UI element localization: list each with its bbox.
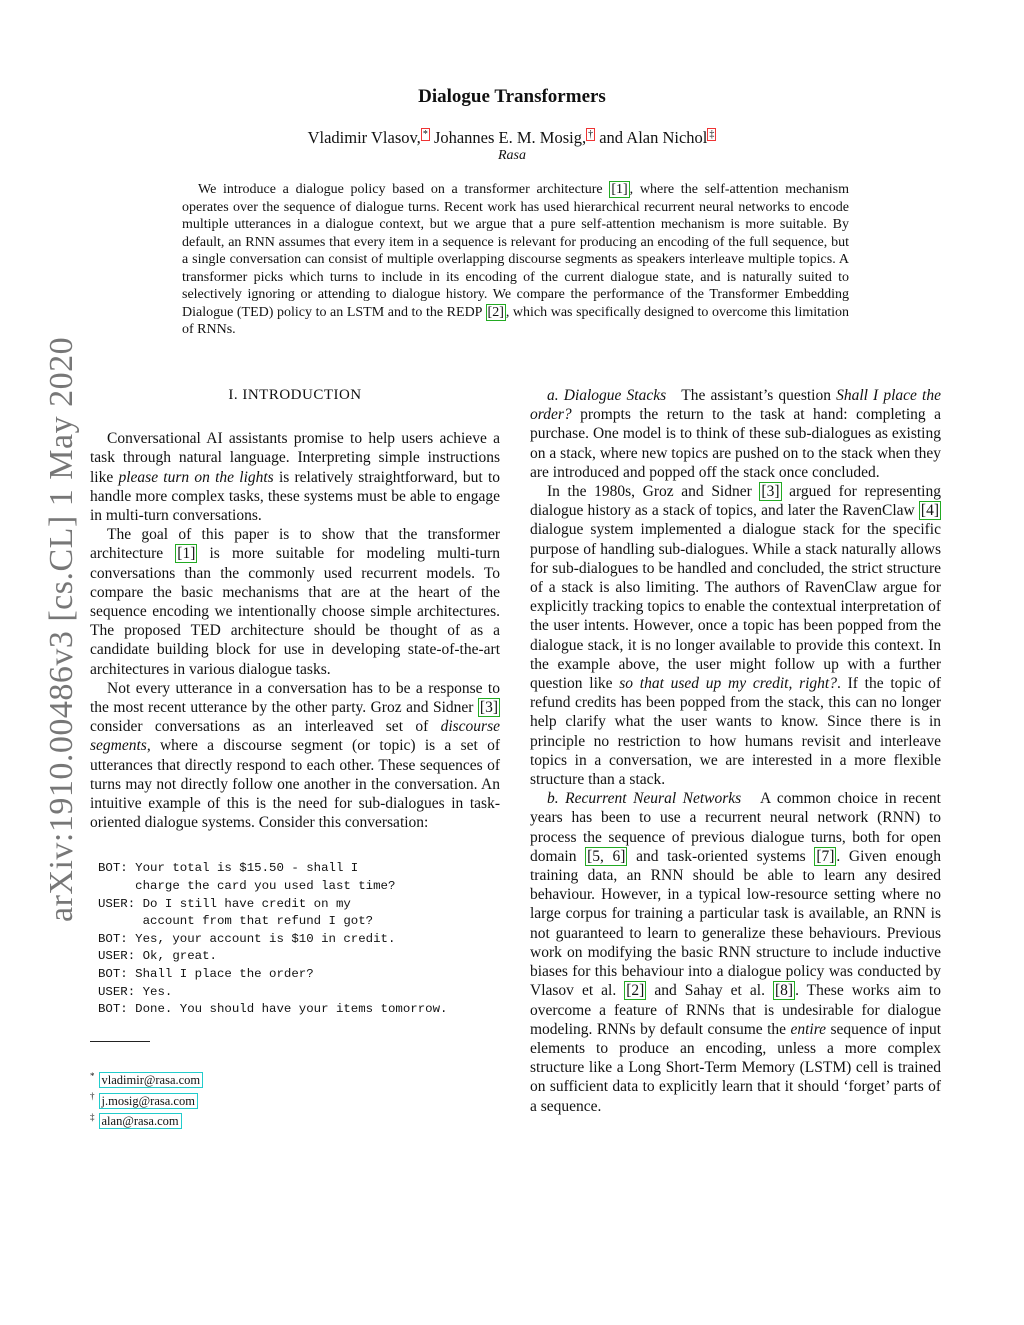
paragraph-title: a. Dialogue Stacks (547, 387, 667, 404)
paragraph: a. Dialogue Stacks The assistant’s question Shall I place the order? prompts the return to the task at hand: completing a purchase. One model is to think of these sub-dialogues as existing on a stack, where new topics are pushed on to the stack when they are introduced and popped off the stack once concluded. (530, 387, 941, 481)
citation-link[interactable]: [2] (487, 304, 504, 320)
footnote-divider (90, 1041, 150, 1042)
paragraph: The goal of this paper is to show that the transformer architecture [1] is more suitable for modeling multi-turn conversations than the commonly used recurrent models. To compare the basic mechanisms that are at the heart of the sequence encoding we intentionally choose simple architectures. The proposed TED architecture should be thought of as a candidate building block for use in developing state-of-the-art architectures in various dialogue tasks. (90, 526, 501, 678)
section-heading: I. INTRODUCTION (228, 387, 362, 403)
email-link[interactable]: vladimir@rasa.com (99, 1072, 204, 1088)
footnote: † j.mosig@rasa.com (90, 1088, 500, 1109)
email-link[interactable]: alan@rasa.com (99, 1113, 182, 1129)
citation-link[interactable]: [7] (816, 847, 835, 865)
paragraph: Conversational AI assistants promise to help users achieve a task through natural language. Interpreting simple instructions like please turn on the lights is relatively straightforward, but to handle more complex tasks, these systems must be able to engage in multi-turn conversations. (90, 430, 501, 525)
abstract (182, 181, 849, 339)
author-footnote-link[interactable]: ‡ (709, 128, 715, 140)
author-name: Vladimir Vlasov, (307, 128, 421, 147)
right-column (530, 386, 941, 1116)
left-column (90, 386, 500, 1130)
paragraph-title: b. Recurrent Neural Networks (547, 790, 742, 808)
citation-link[interactable]: [1] (177, 545, 196, 563)
author-name: and Alan Nichol (599, 128, 708, 147)
abstract-text: We introduce a dialogue policy based on a transformer architecture (198, 182, 610, 197)
citation-link[interactable]: [3] (479, 699, 498, 717)
abstract-text: , which was specifically designed to overcome this limitation of RNNs. (182, 304, 849, 337)
abstract-text: , where the self-attention mechanism operates over the sequence of dialogue turns. Recent work has used hierarchical recurrent neural networks to encode multiple utterances in a dialogue context, but we argue that a pure self-attention mechanism is more suitable. By default, an RNN assumes that every item in a sequence is relevant for producing an encoding of the full sequence, but a single conversation can consist of multiple overlapping discourse segments as speakers interleave multiple topics. A transformer picks which turns to include in its encoding of the current dialogue state, and is naturally suited to selectively ignoring or attending to dialogue history. We compare the performance of the Transformer Embedding Dialogue (TED) policy to an LSTM and to the REDP (182, 182, 849, 320)
citation-link[interactable]: [2] (626, 982, 645, 1000)
author-footnote-link[interactable]: † (588, 128, 594, 140)
author-footnote-link[interactable]: * (422, 128, 428, 140)
citation-link[interactable]: [1] (611, 182, 628, 197)
author-list (0, 128, 1024, 148)
affiliation: Rasa (498, 148, 526, 163)
email-link[interactable]: j.mosig@rasa.com (99, 1093, 198, 1109)
example-dialogue: BOT: Your total is $15.50 - shall I charge the card you used last time? USER: Do I still have credit on my account from that refund I got? BOT: Yes, your account is $10 in credit. USER: Ok, great. BOT: Shall I place the order? USER: Yes. BOT: Done. You should have your items tomorrow. (98, 861, 448, 1017)
arxiv-identifier: arXiv:1910.00486v3 [cs.CL] 1 May 2020 (43, 336, 80, 922)
citation-link[interactable]: [4] (920, 502, 939, 520)
paper-title: Dialogue Transformers (418, 86, 606, 107)
paragraph: Not every utterance in a conversation has to be a response to the most recent utterance by the other party. Groz and Sidner [3] consider conversations as an interleaved set of discourse segments, where a discourse segment (or topic) is a set of utterances that directly respond to each other. These sequences of turns may not directly follow one another in the conversation. An intuitive example of this is the need for sub-dialogues in task-oriented dialogue systems. Consider this conversation: (90, 679, 500, 832)
paragraph: b. Recurrent Neural Networks A common choice in recent years has been to use a recurrent neural network (RNN) to process the sequence of previous dialogue turns, both for open domain [5, 6] and task-oriented systems [7] . Given enough training data, an RNN should be able to learn any desired behaviour. However, in a typical low-resource setting where no large corpus for training a particular task is available, an RNN is not guaranteed to learn to generalize these behaviours. Previous work on modifying the basic RNN structure to include inductive biases for this behaviour into a dialogue policy was conducted by Vlasov et al. [2] and Sahay et al. [8] . These works aim to overcome a feature of RNNs that is undesirable for dialogue modeling. RNNs by default consume the entire sequence of input elements to produce an encoding, unless a more complex structure like a Long Short-Term Memory (LSTM) cell is trained on sufficient data to explicitly learn that it should ‘forget’ parts of a sequence. (530, 790, 942, 1115)
paragraph: In the 1980s, Groz and Sidner [3] argued for representing dialogue history as a stack of topics, and later the RavenClaw [4] dialogue system implemented a dialogue stack for the specific purpose of handling sub-dialogues. While a stack naturally allows for sub-dialogues to be handled and concluded, the strict structure of a stack is also limiting. The authors of RavenClaw argue for explicitly tracking topics to enable the contextual interpretation of the user intents. However, once a topic has been popped from the dialogue stack, it is no longer available to provide this context. In the example above, the user might follow up with a further question like so that used up my credit, right?. If the topic of refund credits has been popped from the stack, this can no longer help clarify what the user wants to know. Since there is in principle no restriction to how humans revisit and interleave topics in a conversation, we are interested in a more flexible structure than a stack. (530, 483, 941, 789)
author-name: Johannes E. M. Mosig, (433, 128, 587, 147)
citation-link[interactable]: [3] (761, 483, 780, 501)
footnote: * vladimir@rasa.com (90, 1068, 500, 1089)
citation-link[interactable]: [5, 6] (587, 847, 626, 865)
citation-link[interactable]: [8] (774, 982, 794, 1000)
footnote: ‡ alan@rasa.com (90, 1109, 500, 1130)
